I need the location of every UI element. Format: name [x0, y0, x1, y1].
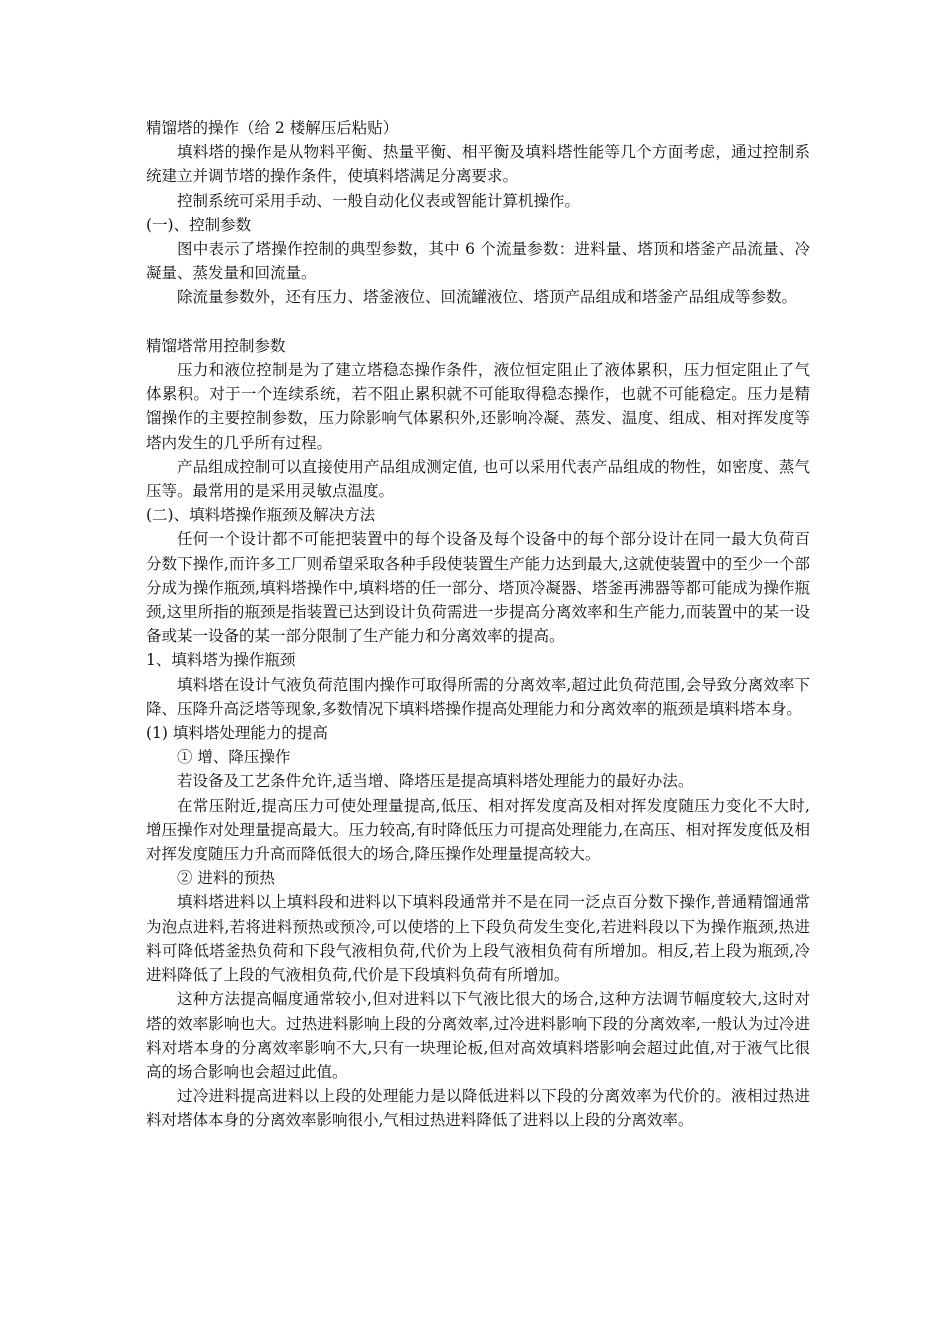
paragraph: 任何一个设计都不可能把装置中的每个设备及每个设备中的每个部分设计在同一最大负荷百分数下操作,而许多工厂则希望采取各种手段使装置生产能力达到最大,这就使装置中的至少一个部分成为操作瓶颈,填料塔操作中,填料塔的任一部分、塔顶冷凝器、塔釜再沸器等都可能成为操作瓶颈,这里所指的瓶颈是指装置已达到设计负荷需进一步提高分离效率和生产能力,而装置中的某一设备或某一设备的某一部分限制了生产能力和分离效率的提高。: [146, 530, 810, 646]
item-heading: ① 增、降压操作: [177, 748, 291, 767]
paragraph: 除流量参数外，还有压力、塔釜液位、回流罐液位、塔顶产品组成和塔釜产品组成等参数。: [177, 288, 798, 307]
paragraph: 填料塔进料以上填料段和进料以下填料段通常并不是在同一泛点百分数下操作,普通精馏通常为泡点进料,若将进料预热或预冷,可以使塔的上下段负荷发生变化,若进料段以下为操作瓶颈,热进料可降低塔釜热负荷和下段气液相负荷,代价为上段气液相负荷有所增加。相反,若上段为瓶颈,冷进料降低了上段的气液相负荷,代价是下段填料负荷有所增加。: [146, 893, 810, 985]
document-title: 精馏塔的操作（给 2 楼解压后粘贴）: [146, 119, 399, 137]
paragraph: 这种方法提高幅度通常较小,但对进料以下气液比很大的场合,这种方法调节幅度较大,这时对塔的效率影响也大。过热进料影响上段的分离效率,过冷进料影响下段的分离效率,一般认为过冷进料对塔本身的分离效率影响不大,只有一块理论板,但对高效填料塔影响会超过此值,对于液气比很高的场合影响也会超过此值。: [146, 990, 810, 1081]
paragraph: 控制系统可采用手动、一般自动化仪表或智能计算机操作。: [177, 191, 581, 210]
paragraph: 图中表示了塔操作控制的典型参数，其中 6 个流量参数：进料量、塔顶和塔釜产品流量、冷凝量、蒸发量和回流量。: [146, 240, 810, 283]
paragraph: 产品组成控制可以直接使用产品组成测定值, 也可以采用代表产品组成的物性，如密度、蒸气压等。最常用的是采用灵敏点温度。: [146, 457, 810, 501]
document-page: [146, 116, 810, 1133]
blank-line: [146, 310, 810, 334]
item-heading: ② 进料的预热: [177, 869, 275, 888]
paragraph: 填料塔的操作是从物料平衡、热量平衡、相平衡及填料塔性能等几个方面考虑，通过控制系统建立并调节塔的操作条件，使填料塔满足分离要求。: [146, 143, 810, 186]
paragraph: 过冷进料提高进料以上段的处理能力是以降低进料以下段的分离效率为代价的。液相过热进料对塔体本身的分离效率影响很小,气相过热进料降低了进料以上段的分离效率。: [146, 1087, 810, 1130]
paragraph: 在常压附近,提高压力可使处理量提高,低压、相对挥发度高及相对挥发度随压力变化不大时,增压操作对处理量提高最大。压力较高,有时降低压力可提高处理能力,在高压、相对挥发度低及相对挥发度随压力升高而降低很大的场合,降压操作处理量提高较大。: [146, 796, 810, 864]
section-heading: (二)、填料塔操作瓶颈及解决方法: [146, 506, 376, 525]
section-heading: 精馏塔常用控制参数: [146, 336, 286, 355]
paragraph: 若设备及工艺条件允许,适当增、降塔压是提高填料塔处理能力的最好办法。: [177, 772, 694, 791]
paragraph: 压力和液位控制是为了建立塔稳态操作条件，液位恒定阻止了液体累积，压力恒定阻止了气体累积。对于一个连续系统，若不阻止累积就不可能取得稳态操作，也就不可能稳定。压力是精馏操作的主要控制参数，压力除影响气体累积外,还影响冷凝、蒸发、温度、组成、相对挥发度等塔内发生的几乎所有过程。: [146, 361, 810, 452]
section-heading: 1、填料塔为操作瓶颈: [146, 651, 296, 670]
subsection-heading: (1) 填料塔处理能力的提高: [146, 724, 328, 743]
section-heading: (一)、控制参数: [146, 215, 252, 234]
paragraph: 填料塔在设计气液负荷范围内操作可取得所需的分离效率,超过此负荷范围,会导致分离效率下降、压降升高泛塔等现象,多数情况下填料塔操作提高处理能力和分离效率的瓶颈是填料塔本身。: [146, 675, 810, 718]
